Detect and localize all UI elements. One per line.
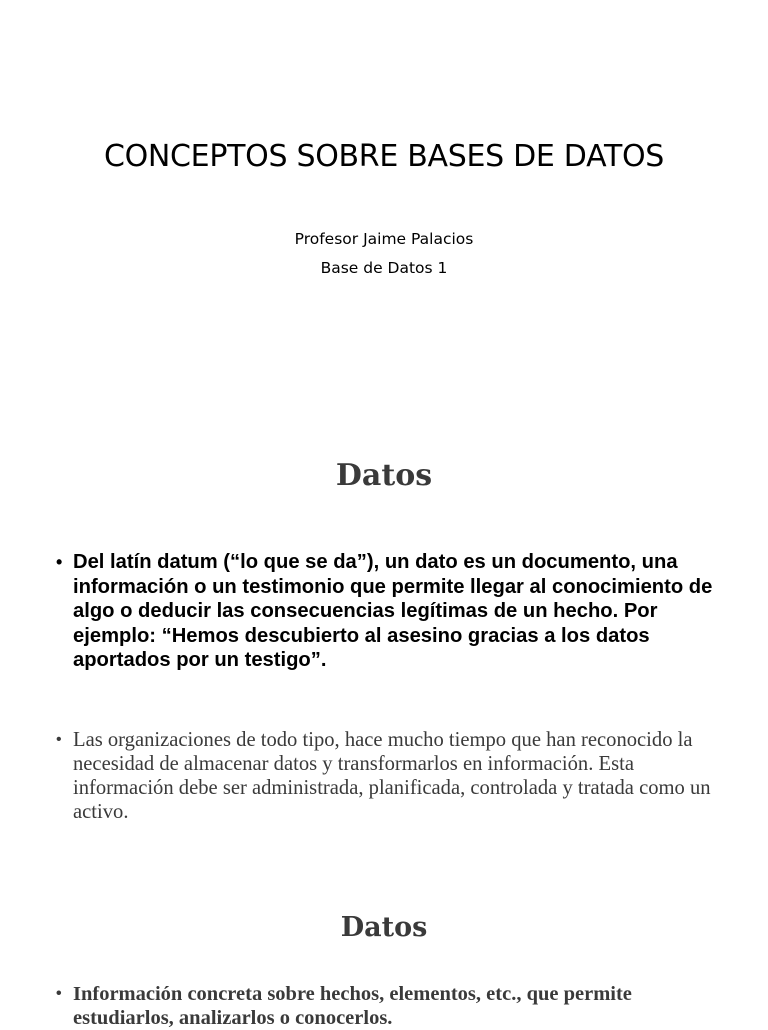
bullet-item bbox=[56, 982, 716, 1030]
bullet-text: Las organizaciones de todo tipo, hace mucho tiempo que han reconocido la necesidad de almacenar datos y transformarlos en información. Esta información debe ser administrada, planificada, controlada y tratada como un activo. bbox=[73, 729, 711, 823]
bullet-icon: • bbox=[56, 731, 62, 748]
slide-subtitle-course: Base de Datos 1 bbox=[320, 259, 448, 277]
datos-slide-2 bbox=[0, 900, 768, 1029]
bullet-item bbox=[56, 728, 716, 824]
slide-subtitle-author: Profesor Jaime Palacios bbox=[294, 230, 474, 248]
slide-heading: Datos bbox=[335, 458, 433, 493]
bullet-icon: • bbox=[56, 985, 62, 1002]
bullet-text: Del latín datum (“lo que se da”), un dato es un documento, una información o un testimonio que permite llegar al conocimiento de algo o deducir las consecuencias legítimas de un hecho. Por ejemplo: “Hemos descubierto al asesino gracias a los datos aportados por un testigo”. bbox=[73, 551, 713, 671]
bullet-item bbox=[56, 550, 716, 673]
slide-heading: Datos bbox=[340, 912, 428, 943]
bullet-text: Información concreta sobre hechos, elementos, etc., que permite estudiarlos, analizarlos o conocerlos. bbox=[73, 983, 632, 1029]
slide-title: CONCEPTOS SOBRE BASES DE DATOS bbox=[103, 139, 665, 174]
title-slide bbox=[0, 0, 768, 420]
bullet-icon: • bbox=[56, 552, 63, 572]
datos-slide bbox=[0, 430, 768, 890]
